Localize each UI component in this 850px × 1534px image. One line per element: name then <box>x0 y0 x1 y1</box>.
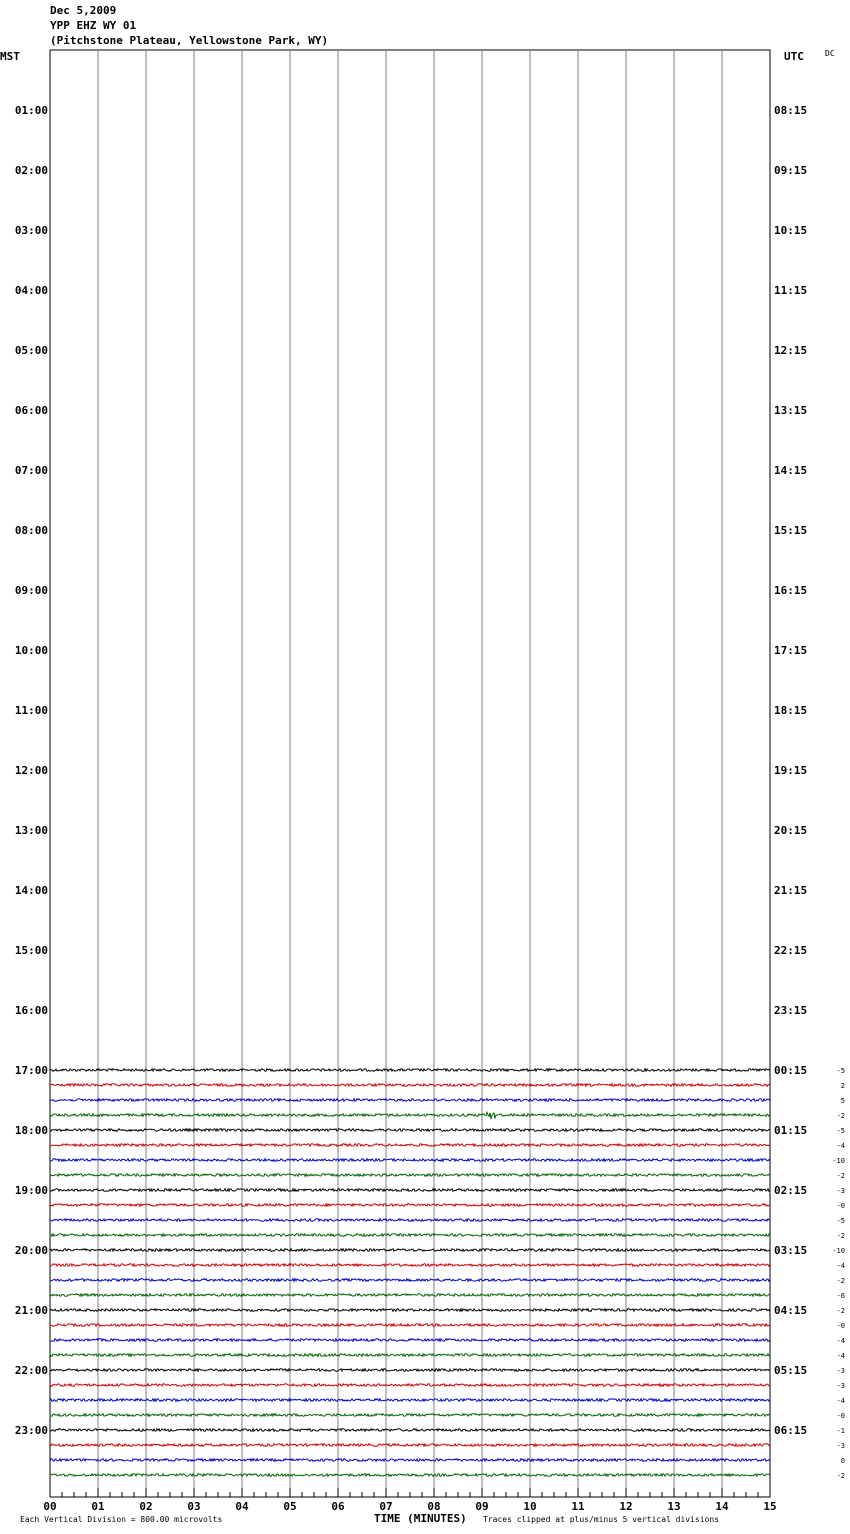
x-tick-label: 09 <box>475 1500 489 1513</box>
x-tick-label: 12 <box>619 1500 633 1513</box>
trace-line <box>50 1324 770 1327</box>
trace-line <box>50 1369 770 1372</box>
trace-line <box>50 1474 770 1477</box>
mst-hour-label: 08:00 <box>14 524 48 537</box>
utc-hour-label: 06:15 <box>774 1424 808 1437</box>
trace-offset-label: 2 <box>840 1082 845 1090</box>
x-tick-label: 04 <box>235 1500 249 1513</box>
trace-offset-label: -2 <box>836 1172 845 1180</box>
mst-hour-label: 02:00 <box>14 164 48 177</box>
header-station: YPP EHZ WY 01 <box>50 19 137 32</box>
mst-hour-label: 22:00 <box>14 1364 48 1377</box>
scale-note: Each Vertical Division = 800.00 microvolts <box>20 1515 223 1524</box>
mst-hour-label: 13:00 <box>14 824 48 837</box>
trace-line <box>50 1399 770 1402</box>
utc-hour-label: 23:15 <box>774 1004 808 1017</box>
utc-hour-label: 18:15 <box>774 704 808 717</box>
trace-offset-label: -0 <box>836 1202 845 1210</box>
x-tick-label: 13 <box>667 1500 681 1513</box>
trace-line <box>50 1249 770 1252</box>
mst-hour-label: 16:00 <box>14 1004 48 1017</box>
utc-hour-label: 00:15 <box>774 1064 808 1077</box>
trace-offset-label: -6 <box>836 1292 845 1300</box>
x-tick-label: 01 <box>91 1500 105 1513</box>
x-tick-label: 00 <box>43 1500 57 1513</box>
utc-hour-label: 09:15 <box>774 164 808 177</box>
x-tick-label: 15 <box>763 1500 777 1513</box>
utc-hour-label: 16:15 <box>774 584 808 597</box>
trace-offset-label: -10 <box>832 1247 845 1255</box>
right-axis-label: UTC <box>784 50 804 63</box>
trace-line <box>50 1069 770 1072</box>
trace-offset-label: -5 <box>836 1217 845 1225</box>
trace-line <box>50 1219 770 1222</box>
mst-hour-label: 09:00 <box>14 584 48 597</box>
trace-line <box>50 1309 770 1312</box>
trace-line <box>50 1189 770 1192</box>
trace-offset-label: -4 <box>836 1262 845 1270</box>
mst-hour-label: 07:00 <box>14 464 48 477</box>
utc-hour-label: 03:15 <box>774 1244 808 1257</box>
trace-offset-label: -2 <box>836 1232 845 1240</box>
mst-hour-label: 14:00 <box>14 884 48 897</box>
trace-line <box>50 1264 770 1267</box>
trace-line <box>50 1444 770 1447</box>
trace-offset-label: 0 <box>840 1457 845 1465</box>
trace-offset-label: -4 <box>836 1397 845 1405</box>
trace-line <box>50 1084 770 1087</box>
x-tick-label: 07 <box>379 1500 393 1513</box>
trace-line <box>50 1112 770 1119</box>
utc-hour-label: 22:15 <box>774 944 808 957</box>
mst-hour-label: 19:00 <box>14 1184 48 1197</box>
mst-hour-label: 11:00 <box>14 704 48 717</box>
x-tick-label: 02 <box>139 1500 153 1513</box>
trace-line <box>50 1159 770 1162</box>
trace-line <box>50 1294 770 1297</box>
mst-hour-label: 23:00 <box>14 1424 48 1437</box>
trace-line <box>50 1129 770 1132</box>
left-axis-label: MST <box>0 50 20 63</box>
trace-offset-label: -3 <box>836 1442 845 1450</box>
trace-offset-label: 5 <box>840 1097 845 1105</box>
utc-hour-label: 10:15 <box>774 224 808 237</box>
utc-hour-label: 13:15 <box>774 404 808 417</box>
mst-hour-label: 15:00 <box>14 944 48 957</box>
trace-offset-label: -3 <box>836 1367 845 1375</box>
header-location: (Pitchstone Plateau, Yellowstone Park, WY) <box>50 34 329 47</box>
trace-offset-label: -2 <box>836 1277 845 1285</box>
mst-hour-label: 05:00 <box>14 344 48 357</box>
trace-line <box>50 1354 770 1357</box>
trace-offset-label: -2 <box>836 1472 845 1480</box>
trace-offset-label: -3 <box>836 1187 845 1195</box>
trace-offset-label: -2 <box>836 1112 845 1120</box>
trace-offset-label: -4 <box>836 1142 845 1150</box>
mst-hour-label: 03:00 <box>14 224 48 237</box>
mst-hour-label: 10:00 <box>14 644 48 657</box>
trace-line <box>50 1429 770 1432</box>
utc-hour-label: 14:15 <box>774 464 808 477</box>
trace-line <box>50 1279 770 1282</box>
mst-hour-label: 17:00 <box>14 1064 48 1077</box>
x-axis-title: TIME (MINUTES) <box>374 1512 467 1525</box>
trace-offset-label: -3 <box>836 1382 845 1390</box>
clip-note: Traces clipped at plus/minus 5 vertical divisions <box>483 1515 720 1524</box>
x-tick-label: 08 <box>427 1500 441 1513</box>
trace-line <box>50 1099 770 1102</box>
x-tick-label: 11 <box>571 1500 585 1513</box>
trace-offset-label: -5 <box>836 1067 845 1075</box>
trace-line <box>50 1144 770 1147</box>
trace-line <box>50 1459 770 1462</box>
utc-hour-label: 11:15 <box>774 284 808 297</box>
trace-line <box>50 1234 770 1237</box>
x-tick-label: 14 <box>715 1500 729 1513</box>
utc-hour-label: 01:15 <box>774 1124 808 1137</box>
trace-offset-label: -5 <box>836 1127 845 1135</box>
utc-hour-label: 02:15 <box>774 1184 808 1197</box>
trace-offset-label: -0 <box>836 1322 845 1330</box>
utc-hour-label: 17:15 <box>774 644 808 657</box>
utc-hour-label: 15:15 <box>774 524 808 537</box>
utc-hour-label: 12:15 <box>774 344 808 357</box>
trace-line <box>50 1204 770 1207</box>
mst-hour-label: 20:00 <box>14 1244 48 1257</box>
mst-hour-label: 21:00 <box>14 1304 48 1317</box>
x-tick-label: 03 <box>187 1500 201 1513</box>
trace-offset-label: -1 <box>836 1427 845 1435</box>
trace-offset-label: -10 <box>832 1157 845 1165</box>
utc-hour-label: 19:15 <box>774 764 808 777</box>
x-tick-label: 06 <box>331 1500 345 1513</box>
trace-offset-label: -4 <box>836 1337 845 1345</box>
mst-hour-label: 18:00 <box>14 1124 48 1137</box>
trace-line <box>50 1174 770 1177</box>
mst-hour-label: 12:00 <box>14 764 48 777</box>
trace-offset-label: -4 <box>836 1352 845 1360</box>
mst-hour-label: 04:00 <box>14 284 48 297</box>
utc-hour-label: 08:15 <box>774 104 808 117</box>
trace-offset-label: -0 <box>836 1412 845 1420</box>
trace-line <box>50 1339 770 1342</box>
x-tick-label: 10 <box>523 1500 537 1513</box>
utc-hour-label: 05:15 <box>774 1364 808 1377</box>
corner-label: DC <box>825 49 835 58</box>
trace-line <box>50 1414 770 1417</box>
utc-hour-label: 20:15 <box>774 824 808 837</box>
trace-line <box>50 1384 770 1387</box>
x-tick-label: 05 <box>283 1500 297 1513</box>
utc-hour-label: 04:15 <box>774 1304 808 1317</box>
mst-hour-label: 06:00 <box>14 404 48 417</box>
header-date: Dec 5,2009 <box>50 4 117 17</box>
utc-hour-label: 21:15 <box>774 884 808 897</box>
mst-hour-label: 01:00 <box>14 104 48 117</box>
trace-offset-label: -2 <box>836 1307 845 1315</box>
